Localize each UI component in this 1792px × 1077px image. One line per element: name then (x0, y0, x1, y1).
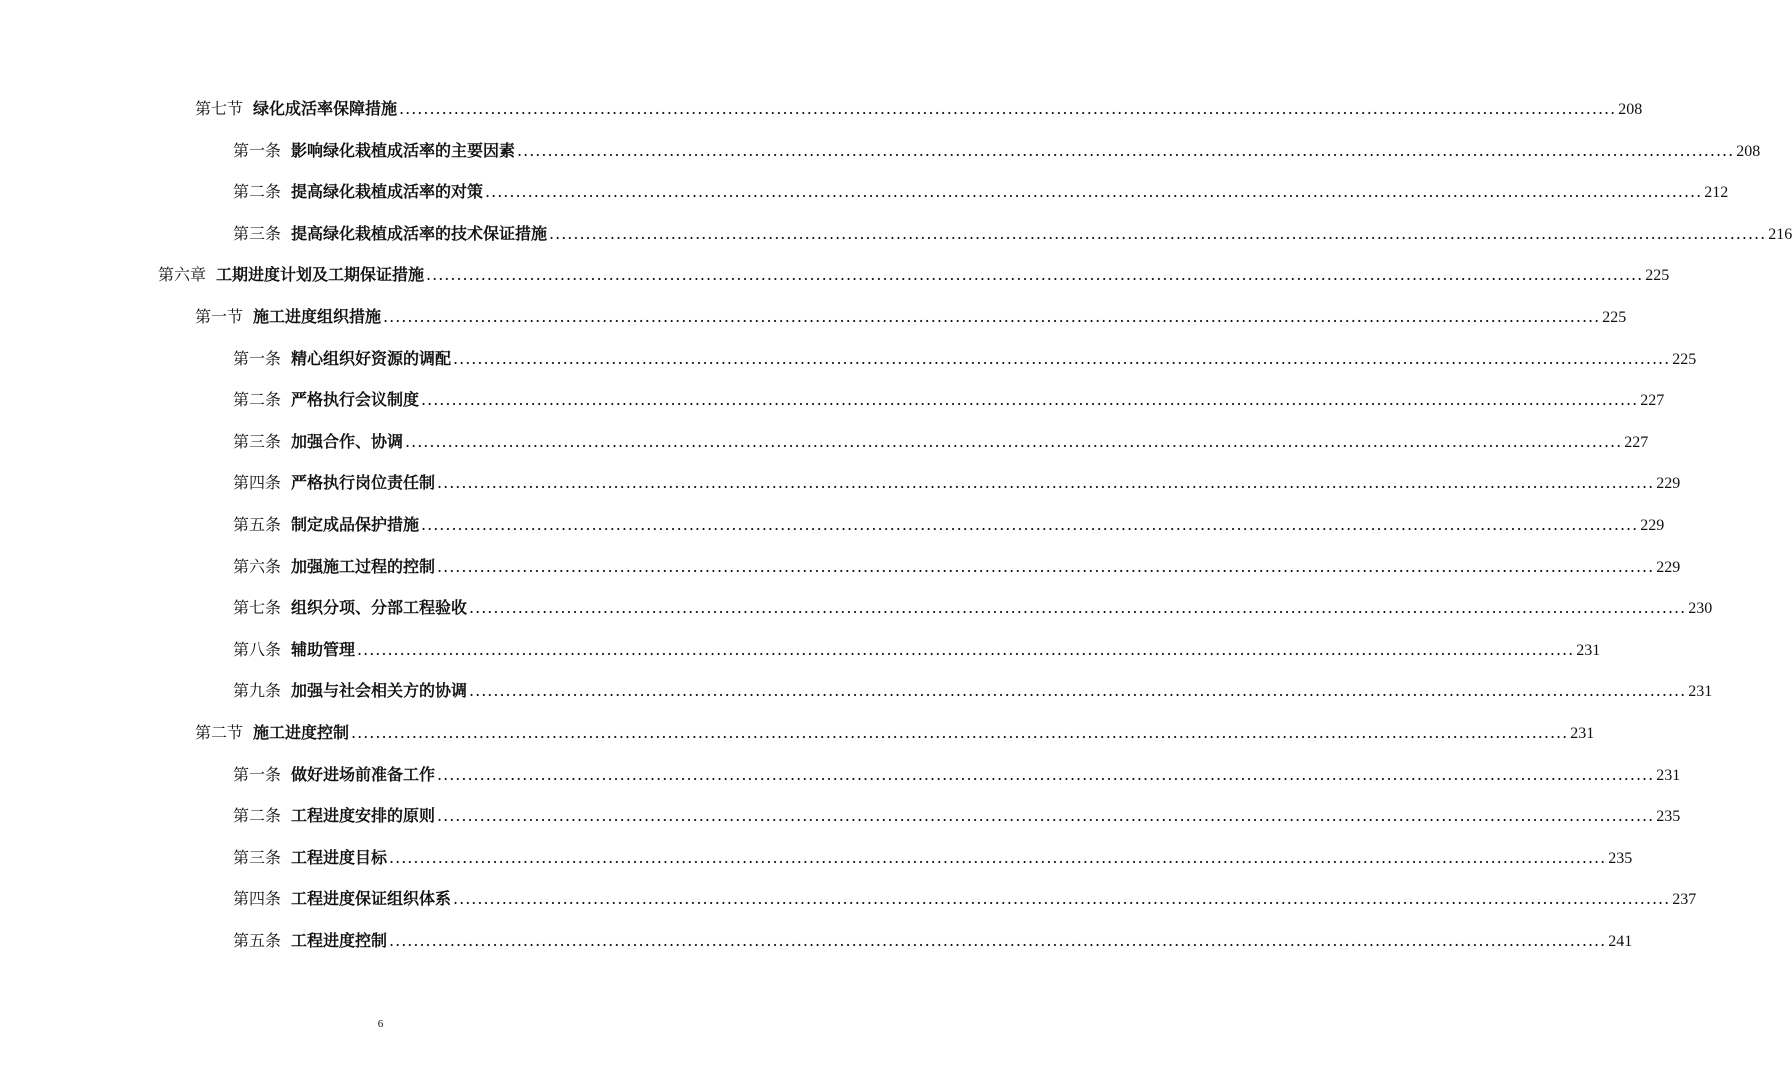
toc-entry-number: 第一条 (233, 141, 282, 160)
toc-entry-number: 第一节 (195, 307, 244, 326)
toc-entry-page-number: 231 (1576, 642, 1601, 659)
toc-entry-number: 第七节 (195, 99, 244, 118)
toc-entry-article[interactable] (233, 885, 1697, 913)
toc-entry-title: 严格执行会议制度 (291, 390, 420, 409)
toc-entry-number: 第三条 (233, 224, 282, 243)
toc-entry-title: 施工进度控制 (253, 723, 350, 742)
toc-entry-number: 第一条 (233, 349, 282, 368)
toc-dot-leader: ........................................................................................................................................................................................................ (383, 307, 1601, 326)
toc-entry-page-number: 208 (1736, 143, 1761, 160)
toc-entry-number: 第三条 (233, 848, 282, 867)
toc-entry-title: 加强与社会相关方的协调 (291, 681, 468, 700)
toc-dot-leader: ........................................................................................................................................................................................................ (437, 557, 1655, 576)
toc-entry-section[interactable] (195, 95, 1643, 123)
toc-entry-number: 第四条 (233, 889, 282, 908)
toc-entry-page-number: 227 (1624, 434, 1649, 451)
toc-entry-article[interactable] (233, 802, 1681, 830)
toc-entry-title: 施工进度组织措施 (253, 307, 382, 326)
toc-entry-page-number: 235 (1656, 808, 1681, 825)
toc-entry-article[interactable] (233, 636, 1601, 664)
toc-entry-page-number: 231 (1688, 683, 1713, 700)
toc-entry-page-number: 229 (1656, 559, 1681, 576)
toc-entry-title: 做好进场前准备工作 (291, 765, 436, 784)
toc-entry-number: 第六章 (158, 265, 207, 284)
toc-entry-article[interactable] (233, 844, 1633, 872)
toc-dot-leader: ........................................................................................................................................................................................................ (437, 765, 1655, 784)
toc-dot-leader: ........................................................................................................................................................................................................ (485, 182, 1703, 201)
page-number: 6 (377, 1018, 384, 1030)
toc-entry-page-number: 225 (1602, 309, 1627, 326)
toc-entry-number: 第四条 (233, 473, 282, 492)
toc-entry-title: 提高绿化栽植成活率的技术保证措施 (291, 224, 548, 243)
toc-entry-number: 第二条 (233, 390, 282, 409)
toc-entry-article[interactable] (233, 469, 1681, 497)
toc-entry-number: 第二节 (195, 723, 244, 742)
toc-entry-section[interactable] (195, 719, 1595, 747)
toc-entry-number: 第八条 (233, 640, 282, 659)
toc-dot-leader: ........................................................................................................................................................................................................ (437, 473, 1655, 492)
toc-entry-number: 第五条 (233, 931, 282, 950)
toc-entry-title: 严格执行岗位责任制 (291, 473, 436, 492)
toc-entry-page-number: 227 (1640, 392, 1665, 409)
toc-entry-title: 精心组织好资源的调配 (291, 349, 452, 368)
toc-entry-title: 工程进度目标 (291, 848, 388, 867)
toc-entry-article[interactable] (233, 553, 1681, 581)
toc-dot-leader: ........................................................................................................................................................................................................ (426, 265, 1644, 284)
toc-entry-page-number: 241 (1608, 933, 1633, 950)
toc-dot-leader: ........................................................................................................................................................................................................ (469, 681, 1687, 700)
toc-entry-article[interactable] (233, 386, 1665, 414)
toc-entry-article[interactable] (233, 345, 1697, 373)
toc-entry-title: 工期进度计划及工期保证措施 (216, 265, 425, 284)
toc-entry-title: 制定成品保护措施 (291, 515, 420, 534)
toc-entry-page-number: 225 (1645, 267, 1670, 284)
toc-entry-number: 第六条 (233, 557, 282, 576)
toc-entry-article[interactable] (233, 428, 1649, 456)
toc-entry-title: 工程进度保证组织体系 (291, 889, 452, 908)
toc-entry-title: 辅助管理 (291, 640, 356, 659)
toc-dot-leader: ........................................................................................................................................................................................................ (389, 848, 1607, 867)
toc-dot-leader: ........................................................................................................................................................................................................ (389, 931, 1607, 950)
toc-entry-title: 工程进度安排的原则 (291, 806, 436, 825)
toc-dot-leader: ........................................................................................................................................................................................................ (437, 806, 1655, 825)
toc-entry-page-number: 237 (1672, 891, 1697, 908)
toc-dot-leader: ........................................................................................................................................................................................................ (469, 598, 1687, 617)
toc-dot-leader: ........................................................................................................................................................................................................ (405, 432, 1623, 451)
toc-entry-article[interactable] (233, 178, 1729, 206)
toc-entry-page-number: 230 (1688, 600, 1713, 617)
toc-entry-section[interactable] (195, 303, 1627, 331)
toc-entry-article[interactable] (233, 594, 1713, 622)
toc-entry-number: 第一条 (233, 765, 282, 784)
toc-dot-leader: ........................................................................................................................................................................................................ (517, 141, 1735, 160)
toc-entry-page-number: 229 (1640, 517, 1665, 534)
toc-dot-leader: ........................................................................................................................................................................................................ (399, 99, 1617, 118)
toc-entry-page-number: 235 (1608, 850, 1633, 867)
toc-dot-leader: ........................................................................................................................................................................................................ (421, 515, 1639, 534)
toc-entry-page-number: 212 (1704, 184, 1729, 201)
toc-entry-title: 加强施工过程的控制 (291, 557, 436, 576)
toc-dot-leader: ........................................................................................................................................................................................................ (421, 390, 1639, 409)
toc-entry-title: 加强合作、协调 (291, 432, 404, 451)
toc-entry-title: 工程进度控制 (291, 931, 388, 950)
toc-entry-number: 第三条 (233, 432, 282, 451)
toc-dot-leader: ........................................................................................................................................................................................................ (453, 349, 1671, 368)
toc-entry-chapter[interactable] (158, 261, 1670, 289)
toc-dot-leader: ........................................................................................................................................................................................................ (357, 640, 1575, 659)
toc-entry-page-number: 208 (1618, 101, 1643, 118)
toc-entry-article[interactable] (233, 511, 1665, 539)
toc-entry-number: 第九条 (233, 681, 282, 700)
toc-entry-title: 影响绿化栽植成活率的主要因素 (291, 141, 516, 160)
toc-entry-number: 第五条 (233, 515, 282, 534)
toc-entry-title: 组织分项、分部工程验收 (291, 598, 468, 617)
toc-entry-page-number: 225 (1672, 351, 1697, 368)
toc-entry-article[interactable] (233, 677, 1713, 705)
toc-entry-page-number: 231 (1570, 725, 1595, 742)
toc-entry-page-number: 216 (1768, 226, 1792, 243)
toc-entry-page-number: 231 (1656, 767, 1681, 784)
toc-entry-title: 绿化成活率保障措施 (253, 99, 398, 118)
toc-dot-leader: ........................................................................................................................................................................................................ (351, 723, 1569, 742)
toc-entry-number: 第七条 (233, 598, 282, 617)
toc-entry-article[interactable] (233, 927, 1633, 955)
toc-entry-article[interactable] (233, 137, 1761, 165)
toc-dot-leader: ........................................................................................................................................................................................................ (453, 889, 1671, 908)
toc-entry-number: 第二条 (233, 182, 282, 201)
toc-entry-number: 第二条 (233, 806, 282, 825)
toc-dot-leader: ........................................................................................................................................................................................................ (549, 224, 1767, 243)
toc-entry-article[interactable] (233, 761, 1681, 789)
toc-entry-title: 提高绿化栽植成活率的对策 (291, 182, 484, 201)
toc-entry-page-number: 229 (1656, 475, 1681, 492)
toc-entry-article[interactable] (233, 220, 1792, 248)
